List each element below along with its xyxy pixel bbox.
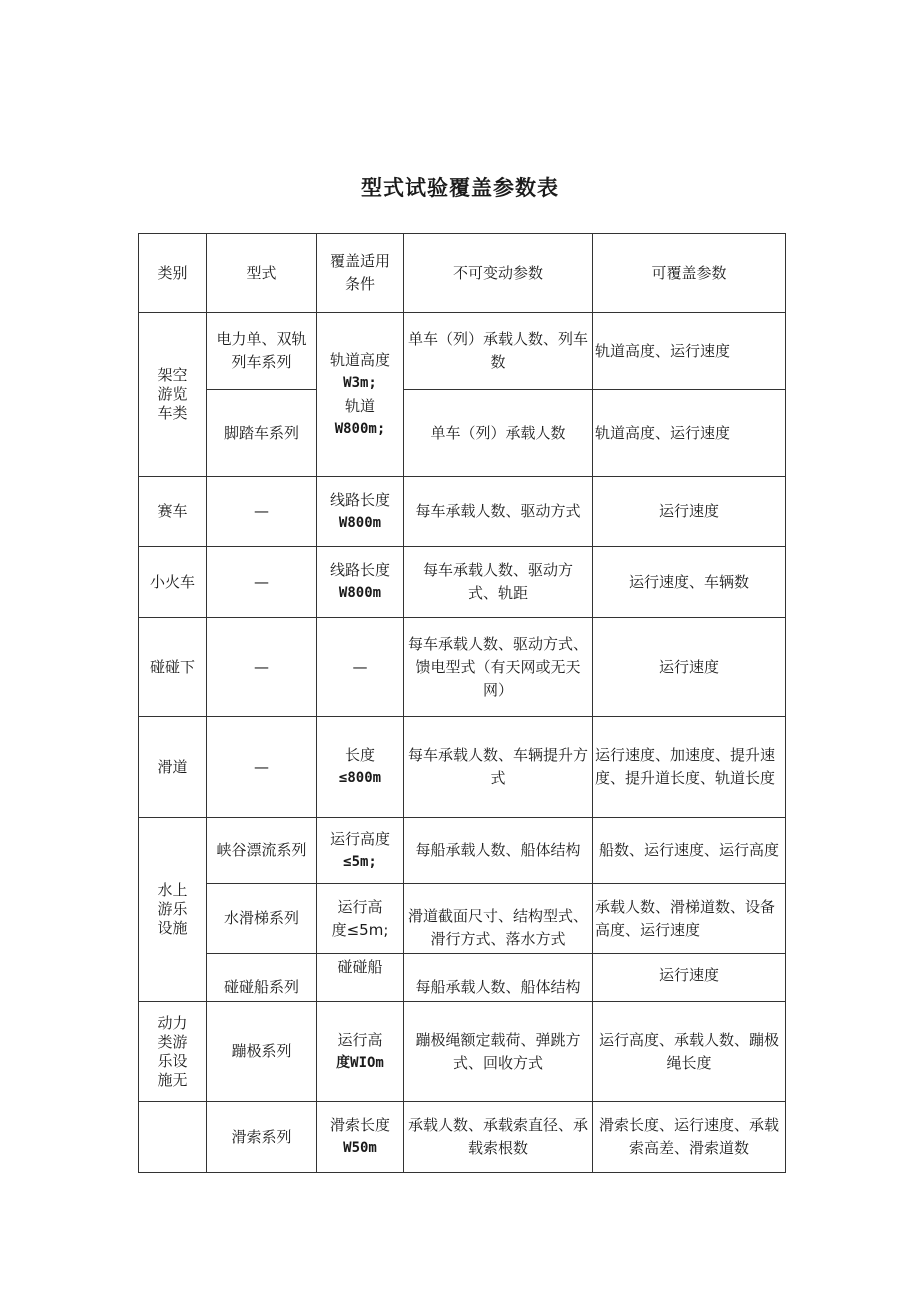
condition-value: W3m; [343, 374, 377, 391]
table-row [139, 390, 786, 477]
condition-value: W800m [338, 514, 382, 531]
category-cell: 赛车 [139, 477, 207, 547]
category-cell: 滑道 [139, 717, 207, 818]
fixed-params-cell: 每车承载人数、驱动方式 [404, 477, 593, 547]
condition-cell [317, 1102, 404, 1173]
header-fixed-params: 不可变动参数 [404, 234, 593, 313]
coverable-params-cell: 运行速度 [593, 477, 786, 547]
condition-line: 运行高 [337, 1030, 383, 1049]
type-cell: — [207, 477, 317, 547]
condition-line: 运行高度 [329, 829, 390, 848]
category-cell: 架空游览车类 [139, 313, 207, 477]
type-cell: 电力单、双轨列车系列 [207, 313, 317, 390]
condition-value: 度≤5m; [331, 920, 389, 939]
condition-value: W800m [338, 585, 382, 601]
condition-cell [317, 313, 404, 477]
condition-value: 度WIOm [336, 1054, 384, 1071]
condition-value: ≤5m; [343, 853, 377, 870]
table-row [139, 884, 786, 954]
type-cell: 峡谷漂流系列 [207, 818, 317, 884]
category-cell [139, 1102, 207, 1173]
coverable-params-cell: 运行速度、车辆数 [593, 547, 786, 618]
condition-cell: — [317, 618, 404, 717]
table-row [139, 1102, 786, 1173]
condition-line: 轨道 [344, 396, 375, 415]
condition-value: ≤800m [338, 770, 382, 786]
condition-line: 长度 [344, 746, 375, 764]
type-cell: — [207, 717, 317, 818]
page-title: 型式试验覆盖参数表 [361, 176, 559, 200]
table-row [139, 954, 786, 1002]
condition-line: 轨道高度 [329, 350, 390, 369]
condition-value: W50m [343, 1140, 377, 1156]
condition-cell: 碰碰船 [317, 954, 404, 1002]
fixed-params-cell: 单车（列）承载人数、列车数 [404, 313, 593, 390]
category-cell: 水上游乐设施 [139, 818, 207, 1002]
type-cell: 碰碰船系列 [207, 954, 317, 1002]
coverable-params-cell: 运行高度、承载人数、蹦极绳长度 [593, 1002, 786, 1102]
type-cell: — [207, 547, 317, 618]
coverable-params-cell: 船数、运行速度、运行高度 [593, 818, 786, 884]
category-cell: 小火车 [139, 547, 207, 618]
type-cell: 蹦极系列 [207, 1002, 317, 1102]
header-category: 类别 [139, 234, 207, 313]
type-cell: 滑索系列 [207, 1102, 317, 1173]
type-cell: — [207, 618, 317, 717]
condition-line: 线路长度 [329, 490, 390, 509]
header-coverable-params: 可覆盖参数 [593, 234, 786, 313]
fixed-params-cell: 每船承载人数、船体结构 [404, 954, 593, 1002]
condition-cell [317, 477, 404, 547]
condition-cell [317, 717, 404, 818]
fixed-params-cell: 每车承载人数、车辆提升方式 [404, 717, 593, 818]
table-row [139, 818, 786, 884]
condition-line: 运行高 [337, 897, 383, 916]
type-cell: 脚踏车系列 [207, 390, 317, 477]
category-cell: 碰碰下 [139, 618, 207, 717]
fixed-params-cell: 每船承载人数、船体结构 [404, 818, 593, 884]
coverage-parameter-table [138, 233, 786, 1173]
fixed-params-cell: 滑道截面尺寸、结构型式、滑行方式、落水方式 [404, 884, 593, 954]
table-row [139, 313, 786, 390]
table-row [139, 717, 786, 818]
table-row [139, 1002, 786, 1102]
fixed-params-cell: 蹦极绳额定载荷、弹跳方式、回收方式 [404, 1002, 593, 1102]
table-row [139, 618, 786, 717]
coverable-params-cell: 承载人数、滑梯道数、设备高度、运行速度 [593, 884, 786, 954]
coverable-params-cell: 运行速度 [593, 954, 786, 1002]
coverable-params-cell: 运行速度、加速度、提升速度、提升道长度、轨道长度 [593, 717, 786, 818]
table-row [139, 547, 786, 618]
condition-cell [317, 1002, 404, 1102]
fixed-params-cell: 每车承载人数、驱动方式、馈电型式（有天网或无天网） [404, 618, 593, 717]
condition-line: 滑索长度 [329, 1116, 390, 1134]
coverable-params-cell: 轨道高度、运行速度 [593, 390, 786, 477]
condition-value: W800m; [334, 420, 386, 437]
type-cell: 水滑梯系列 [207, 884, 317, 954]
condition-cell [317, 547, 404, 618]
condition-line: 线路长度 [329, 561, 390, 579]
fixed-params-cell: 承载人数、承载索直径、承载索根数 [404, 1102, 593, 1173]
fixed-params-cell: 单车（列）承载人数 [404, 390, 593, 477]
category-cell: 动力类游乐设施无 [139, 1002, 207, 1102]
condition-cell [317, 818, 404, 884]
table-row [139, 477, 786, 547]
coverable-params-cell: 运行速度 [593, 618, 786, 717]
fixed-params-cell: 每车承载人数、驱动方式、轨距 [404, 547, 593, 618]
header-row [139, 234, 786, 313]
header-type: 型式 [207, 234, 317, 313]
header-condition: 覆盖适用条件 [317, 234, 404, 313]
coverable-params-cell: 轨道高度、运行速度 [593, 313, 786, 390]
coverable-params-cell: 滑索长度、运行速度、承载索高差、滑索道数 [593, 1102, 786, 1173]
condition-cell [317, 884, 404, 954]
